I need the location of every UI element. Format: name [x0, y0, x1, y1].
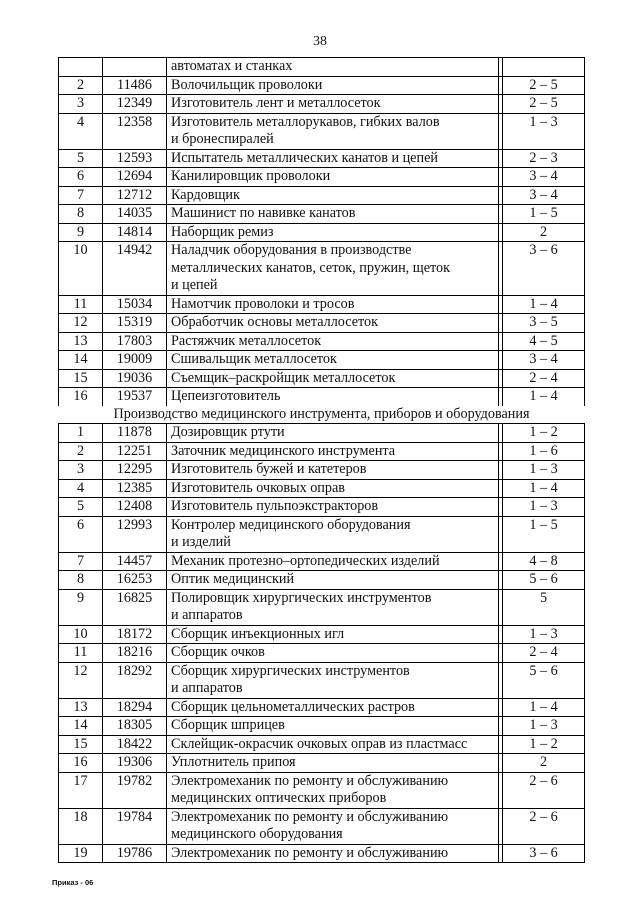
row-name: Сборщик очков — [167, 644, 499, 663]
profession-table — [58, 57, 585, 863]
table-row — [59, 168, 585, 187]
row-code: 12349 — [103, 95, 167, 114]
row-number: 11 — [59, 295, 103, 314]
row-code — [103, 58, 167, 77]
table-row — [59, 314, 585, 333]
table-row — [59, 552, 585, 571]
row-name: Сборщик инъекционных игл — [167, 625, 499, 644]
row-code: 18305 — [103, 717, 167, 736]
row-grade: 5 — [503, 589, 585, 625]
table-row — [59, 351, 585, 370]
row-grade: 2 – 5 — [503, 76, 585, 95]
row-grade: 4 – 5 — [503, 332, 585, 351]
table-row — [59, 808, 585, 844]
row-code: 19009 — [103, 351, 167, 370]
row-number: 6 — [59, 516, 103, 552]
table-row — [59, 223, 585, 242]
table-row — [59, 735, 585, 754]
table-row — [59, 498, 585, 517]
row-grade: 1 – 4 — [503, 698, 585, 717]
row-grade: 3 – 5 — [503, 314, 585, 333]
row-code: 12295 — [103, 461, 167, 480]
row-code: 18292 — [103, 662, 167, 698]
row-name: Изготовитель металлорукавов, гибких валов и бронеспиралей — [167, 113, 499, 149]
row-name: Контролер медицинского оборудования и изделий — [167, 516, 499, 552]
row-grade: 2 – 4 — [503, 369, 585, 388]
row-number: 8 — [59, 571, 103, 590]
row-name: Изготовитель бужей и катетеров — [167, 461, 499, 480]
row-number: 10 — [59, 242, 103, 296]
row-number: 19 — [59, 844, 103, 863]
table-row — [59, 388, 585, 406]
row-name: Испытатель металлических канатов и цепей — [167, 149, 499, 168]
row-grade: 2 – 5 — [503, 95, 585, 114]
row-number: 5 — [59, 498, 103, 517]
row-grade: 2 – 6 — [503, 772, 585, 808]
row-number: 1 — [59, 424, 103, 443]
row-grade: 3 – 4 — [503, 351, 585, 370]
row-grade: 2 — [503, 754, 585, 773]
row-number: 14 — [59, 717, 103, 736]
row-name: Изготовитель лент и металлосеток — [167, 95, 499, 114]
row-number: 17 — [59, 772, 103, 808]
row-grade: 1 – 4 — [503, 295, 585, 314]
row-code: 11878 — [103, 424, 167, 443]
row-grade: 1 – 6 — [503, 442, 585, 461]
row-number: 14 — [59, 351, 103, 370]
row-grade: 3 – 4 — [503, 168, 585, 187]
table-row — [59, 186, 585, 205]
row-code: 12385 — [103, 479, 167, 498]
row-name: Склейщик-окрасчик очковых оправ из пластмасс — [167, 735, 499, 754]
row-code: 14457 — [103, 552, 167, 571]
row-name: Сборщик шприцев — [167, 717, 499, 736]
footer-note: Приказ - 06 — [52, 878, 94, 887]
table-row — [59, 589, 585, 625]
table-row — [59, 644, 585, 663]
row-code: 19036 — [103, 369, 167, 388]
row-number: 6 — [59, 168, 103, 187]
row-number: 3 — [59, 461, 103, 480]
row-code: 18172 — [103, 625, 167, 644]
row-name: Электромеханик по ремонту и обслуживанию медицинского оборудования — [167, 808, 499, 844]
row-number: 9 — [59, 589, 103, 625]
row-grade: 2 – 4 — [503, 644, 585, 663]
row-number: 7 — [59, 552, 103, 571]
row-code: 15034 — [103, 295, 167, 314]
table-row — [59, 442, 585, 461]
table-row — [59, 754, 585, 773]
row-code: 16825 — [103, 589, 167, 625]
row-number: 12 — [59, 314, 103, 333]
row-number: 2 — [59, 76, 103, 95]
row-grade: 1 – 5 — [503, 205, 585, 224]
row-code: 14942 — [103, 242, 167, 296]
row-code: 12251 — [103, 442, 167, 461]
section-heading: Производство медицинского инструмента, приборов и оборудования — [113, 405, 530, 422]
row-name: Полировщик хирургических инструментов и аппаратов — [167, 589, 499, 625]
row-grade: 1 – 2 — [503, 424, 585, 443]
row-number: 4 — [59, 113, 103, 149]
row-grade: 1 – 3 — [503, 625, 585, 644]
row-code: 16253 — [103, 571, 167, 590]
row-grade: 3 – 4 — [503, 186, 585, 205]
row-grade: 1 – 4 — [503, 479, 585, 498]
row-code: 19537 — [103, 388, 167, 406]
row-name: Волочильщик проволоки — [167, 76, 499, 95]
row-name: автоматах и станках — [167, 58, 499, 77]
row-grade: 5 – 6 — [503, 571, 585, 590]
row-name: Растяжчик металлосеток — [167, 332, 499, 351]
row-name: Оптик медицинский — [167, 571, 499, 590]
row-number: 13 — [59, 698, 103, 717]
row-number: 2 — [59, 442, 103, 461]
profession-table-body — [59, 58, 585, 863]
row-name: Кардовщик — [167, 186, 499, 205]
row-name: Уплотнитель припоя — [167, 754, 499, 773]
row-number: 15 — [59, 369, 103, 388]
row-number: 3 — [59, 95, 103, 114]
row-name: Сборщик цельнометаллических растров — [167, 698, 499, 717]
table-row — [59, 717, 585, 736]
row-code: 18216 — [103, 644, 167, 663]
row-number: 16 — [59, 388, 103, 406]
row-grade: 2 – 6 — [503, 808, 585, 844]
section-heading-row — [59, 406, 585, 424]
table-row — [59, 571, 585, 590]
row-grade: 4 – 8 — [503, 552, 585, 571]
row-grade: 1 – 4 — [503, 388, 585, 406]
table-row — [59, 205, 585, 224]
row-code: 19782 — [103, 772, 167, 808]
row-grade: 2 – 3 — [503, 149, 585, 168]
table-row-continuation — [59, 58, 585, 77]
row-code: 17803 — [103, 332, 167, 351]
row-name: Сборщик хирургических инструментов и аппаратов — [167, 662, 499, 698]
row-code: 18294 — [103, 698, 167, 717]
row-code: 15319 — [103, 314, 167, 333]
row-name: Механик протезно–ортопедических изделий — [167, 552, 499, 571]
row-number: 5 — [59, 149, 103, 168]
row-code: 12358 — [103, 113, 167, 149]
table-row — [59, 424, 585, 443]
row-grade: 3 – 6 — [503, 242, 585, 296]
row-name: Наборщик ремиз — [167, 223, 499, 242]
table-row — [59, 76, 585, 95]
table-row — [59, 332, 585, 351]
row-grade: 1 – 3 — [503, 498, 585, 517]
row-code: 19786 — [103, 844, 167, 863]
row-number: 10 — [59, 625, 103, 644]
row-name: Сшивальщик металлосеток — [167, 351, 499, 370]
row-name: Электромеханик по ремонту и обслуживанию медицинских оптических приборов — [167, 772, 499, 808]
table-row — [59, 95, 585, 114]
row-name: Обработчик основы металлосеток — [167, 314, 499, 333]
row-code: 12694 — [103, 168, 167, 187]
table-row — [59, 662, 585, 698]
row-code: 19784 — [103, 808, 167, 844]
row-code: 12408 — [103, 498, 167, 517]
table-row — [59, 113, 585, 149]
page-number: 38 — [313, 34, 327, 49]
row-code: 12593 — [103, 149, 167, 168]
row-number: 9 — [59, 223, 103, 242]
row-name: Дозировщик ртути — [167, 424, 499, 443]
row-name: Съемщик–раскройщик металлосеток — [167, 369, 499, 388]
row-number: 4 — [59, 479, 103, 498]
table-row — [59, 772, 585, 808]
table-row — [59, 295, 585, 314]
row-number — [59, 58, 103, 77]
table-row — [59, 698, 585, 717]
row-code: 14035 — [103, 205, 167, 224]
row-code: 19306 — [103, 754, 167, 773]
row-name: Канилировщик проволоки — [167, 168, 499, 187]
table-row — [59, 516, 585, 552]
row-grade — [503, 58, 585, 77]
row-name: Изготовитель очковых оправ — [167, 479, 499, 498]
row-code: 14814 — [103, 223, 167, 242]
row-grade: 1 – 3 — [503, 113, 585, 149]
row-grade: 3 – 6 — [503, 844, 585, 863]
row-name: Наладчик оборудования в производстве металлических канатов, сеток, пружин, щеток и цепей — [167, 242, 499, 296]
row-number: 8 — [59, 205, 103, 224]
row-name: Намотчик проволоки и тросов — [167, 295, 499, 314]
row-name: Изготовитель пульпоэкстракторов — [167, 498, 499, 517]
row-number: 18 — [59, 808, 103, 844]
row-number: 16 — [59, 754, 103, 773]
row-number: 13 — [59, 332, 103, 351]
table-row — [59, 369, 585, 388]
table-row — [59, 149, 585, 168]
row-grade: 5 – 6 — [503, 662, 585, 698]
row-number: 7 — [59, 186, 103, 205]
row-number: 12 — [59, 662, 103, 698]
row-code: 18422 — [103, 735, 167, 754]
row-code: 11486 — [103, 76, 167, 95]
row-number: 11 — [59, 644, 103, 663]
row-code: 12712 — [103, 186, 167, 205]
row-code: 12993 — [103, 516, 167, 552]
table-row — [59, 844, 585, 863]
table-row — [59, 479, 585, 498]
row-number: 15 — [59, 735, 103, 754]
row-grade: 1 – 3 — [503, 717, 585, 736]
table-row — [59, 461, 585, 480]
row-name: Заточник медицинского инструмента — [167, 442, 499, 461]
table-row — [59, 625, 585, 644]
row-grade: 1 – 5 — [503, 516, 585, 552]
row-name: Электромеханик по ремонту и обслуживанию — [167, 844, 499, 863]
row-grade: 1 – 3 — [503, 461, 585, 480]
row-grade: 2 — [503, 223, 585, 242]
row-name: Машинист по навивке канатов — [167, 205, 499, 224]
table-row — [59, 242, 585, 296]
row-name: Цепеизготовитель — [167, 388, 499, 406]
row-grade: 1 – 2 — [503, 735, 585, 754]
